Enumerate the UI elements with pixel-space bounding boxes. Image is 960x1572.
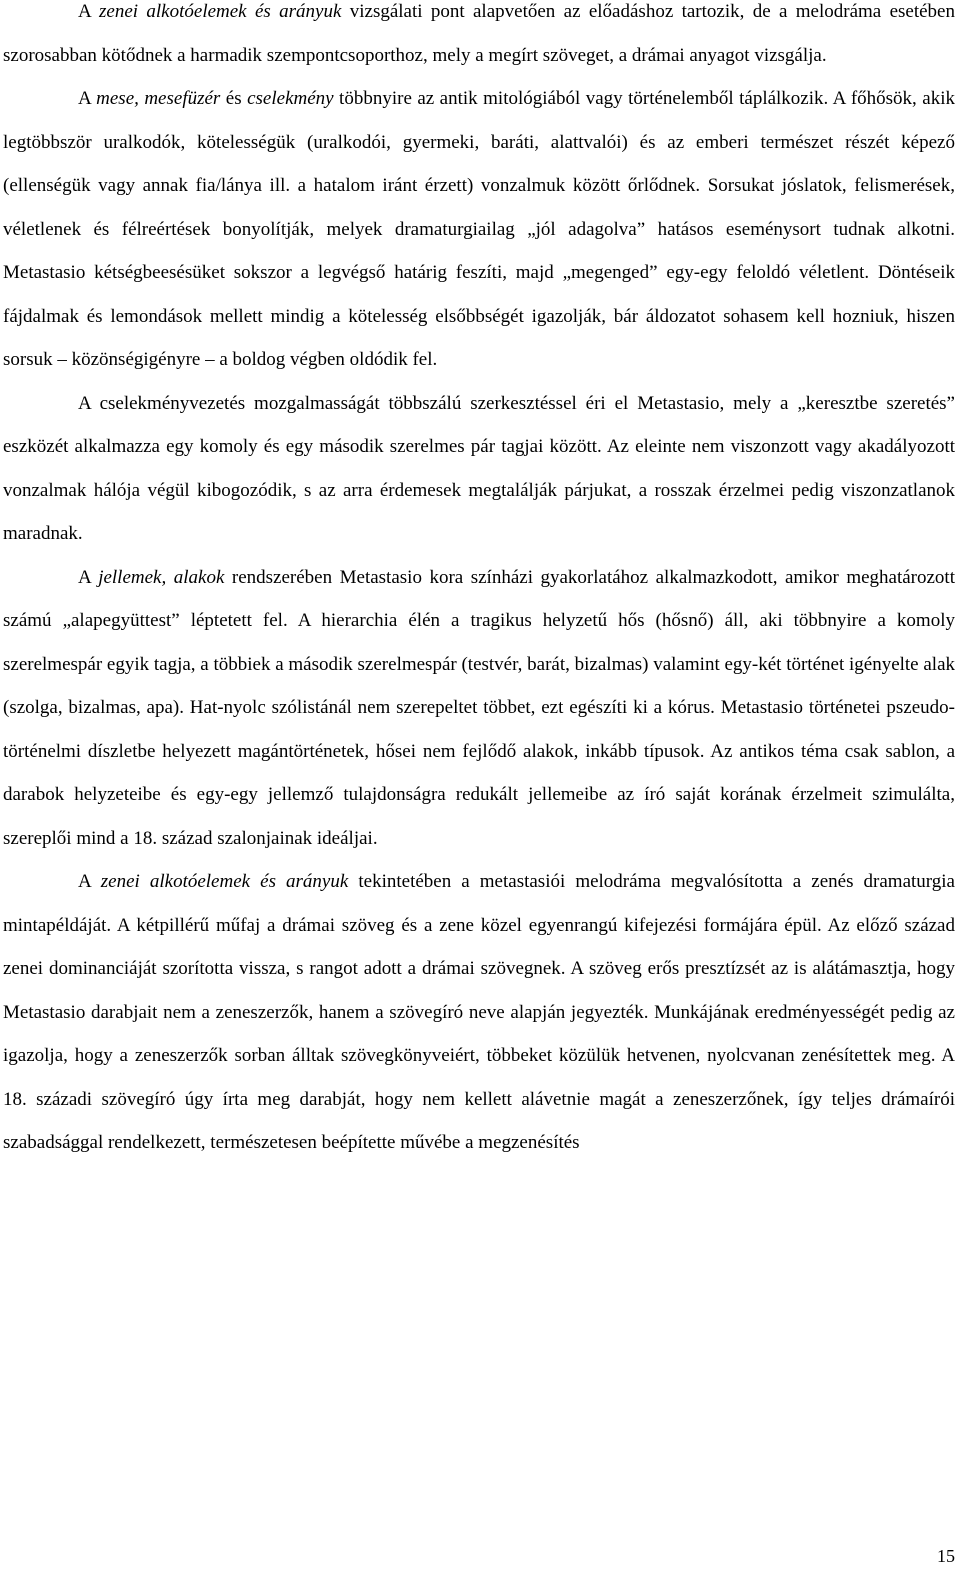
paragraph [3,382,955,556]
text-run: A cselekményvezetés mozgalmasságát többszálú szerkesztéssel éri el Metastasio, mely a „keresztbe szeretés” eszközét alkalmazza egy komoly és egy második szerelmes pár tagjai között. Az eleinte nem viszonzott vagy akadályozott vonzalmak hálója végül kibogozódik, s az arra érdemesek megtalálják párjukat, a rosszak érzelmei pedig viszonzatlanok maradnak. [3,392,955,544]
text-run: vizsgálati pont alapvetően az előadáshoz tartozik, de a melodráma esetében szorosabban kötődnek a harmadik szempontcsoporthoz, mely a megírt szöveget, a drámai anyagot vizsgálja. [3,1,955,66]
text-run: és [220,88,248,109]
text-run: A [78,88,97,109]
text-run: rendszerében Metastasio kora színházi gyakorlatához alkalmazkodott, amikor meghatározott számú „alapegyüttest” léptetett fel. A hierarchia élén a tragikus helyzetű hős (hősnő) áll, aki többnyire a komoly szerelmespár egyik tagja, a többiek a második szerelmespár (testvér, barát, bizalmas) valamint egy-két történet igényelte alak (szolga, bizalmas, apa). Hat-nyolc szólistánál nem szerepeltet többet, ezt egészíti ki a kórus. Metastasio történetei pszeudo-történelmi díszletbe helyezett magántörténetek, hősei nem fejlődő alakok, inkább típusok. Az antikos téma csak sablon, a darabok helyzeteibe és egy-egy jellemző tulajdonságra redukált jellemeibe az író saját korának érzelmeit szimulálta, szereplői mind a 18. század szalonjainak ideáljai. [3,566,956,849]
paragraph [3,556,955,861]
text-run: többnyire az antik mitológiából vagy történelemből táplálkozik. A főhősök, akik legtöbbször uralkodók, kötelességük (uralkodói, gyermeki, baráti, alattvalói) és az emberi természet részét képező (ellenségük vagy annak fia/lánya ill. a hatalom iránt érzett) vonzalmuk között őrlődnek. Sorsukat jóslatok, felismerések, véletlenek és félreértések bonyolítják, melyek dramaturgiailag „jól adagolva” hatásos eseménysort tudnak alkotni. Metastasio kétségbeesésüket sokszor a legvégső határig feszíti, majd „megenged” egy-egy feloldó véletlent. Döntéseik fájdalmak és lemondások mellett mindig a kötelesség elsőbbségét igazolják, bár áldozatot sohasem kell hozniuk, hiszen sorsuk – közönségigényre – a boldog végben oldódik fel. [3,88,955,370]
page-number: 15 [937,1546,955,1566]
text-run: A [78,566,99,588]
text-run: A [78,871,101,892]
italic-text-run: mese, mesefüzér [96,88,221,109]
text-run: A [78,1,100,22]
italic-text-run: zenei alkotóelemek és arányuk [100,871,349,892]
italic-text-run: jellemek, alakok [98,566,225,588]
paragraph [3,860,955,1165]
paragraph [3,0,955,77]
paragraph [3,77,955,382]
document-body [3,0,955,1175]
italic-text-run: cselekmény [247,88,334,109]
text-run: tekintetében a metastasiói melodráma megvalósította a zenés dramaturgia mintapéldáját. A kétpillérű műfaj a drámai szöveg és a zene közel egyenrangú kifejezési formájára épül. Az előző század zenei dominanciáját szorította vissza, s rangot adott a drámai szövegnek. A szöveg erős presztízsét az is alátámasztja, hogy Metastasio darabjait nem a zeneszerzők, hanem a szövegíró neve alapján jegyezték. Munkájának eredményességét pedig az igazolja, hogy a zeneszerzők sorban álltak szövegkönyveiért, többeket közülük hetvenen, nyolcvanan zenésítettek meg. A 18. századi szövegíró úgy írta meg darabját, hogy nem kellett alávetnie magát a zeneszerzőnek, így teljes drámaírói szabadsággal rendelkezett, természetesen beépítette művébe a megzenésítés [3,871,955,1153]
italic-text-run: zenei alkotóelemek és arányuk [99,1,342,22]
